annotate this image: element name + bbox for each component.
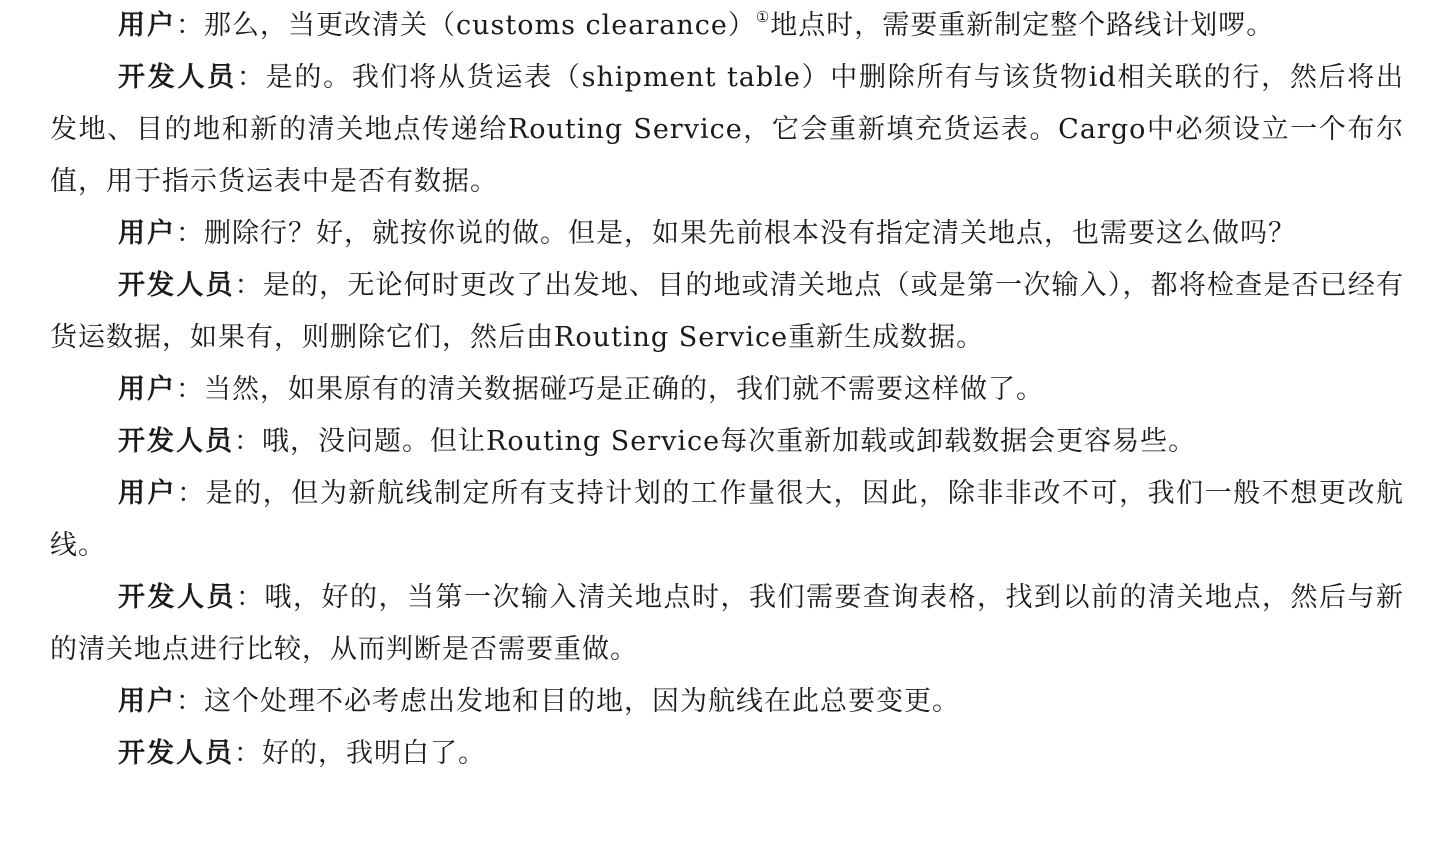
dialogue-paragraph	[50, 52, 1404, 208]
dialogue-paragraph	[50, 260, 1404, 364]
speaker-label: 开发人员	[118, 426, 234, 457]
speaker-label: 开发人员	[118, 62, 237, 93]
speaker-label: 开发人员	[118, 270, 235, 301]
speaker-separator: ：	[176, 686, 204, 717]
utterance-text-continued: 地点时，需要重新制定整个路线计划啰。	[770, 10, 1275, 41]
utterance-text: 是的，无论何时更改了出发地、目的地或清关地点（或是第一次输入），都将检查是否已经有货运数据，如果有，则删除它们，然后由Routing Service重新生成数据。	[50, 270, 1405, 353]
speaker-separator: ：	[236, 582, 265, 613]
speaker-separator: ：	[176, 218, 204, 249]
speaker-label: 用户	[118, 686, 176, 717]
utterance-text: 删除行？好，就按你说的做。但是，如果先前根本没有指定清关地点，也需要这么做吗？	[204, 218, 1296, 249]
utterance-text: 好的，我明白了。	[262, 738, 486, 769]
utterance-text: 哦，没问题。但让Routing Service每次重新加载或卸载数据会更容易些。	[262, 426, 1197, 457]
speaker-separator: ：	[176, 10, 204, 41]
speaker-separator: ：	[234, 426, 262, 457]
utterance-text: 是的。我们将从货运表（shipment table）中删除所有与该货物id相关联的行，然后将出发地、目的地和新的清关地点传递给Routing Service，它会重新填充货运表。Cargo中必须设立一个布尔值，用于指示货运表中是否有数据。	[50, 62, 1405, 197]
dialogue-paragraph	[50, 572, 1404, 676]
speaker-label: 开发人员	[118, 582, 236, 613]
speaker-separator: ：	[234, 270, 263, 301]
speaker-label: 用户	[118, 374, 176, 405]
dialogue-paragraph	[50, 416, 1404, 468]
speaker-label: 用户	[118, 10, 176, 41]
dialogue-paragraph	[50, 728, 1404, 780]
speaker-separator: ：	[177, 478, 206, 509]
dialogue-paragraph	[50, 208, 1404, 260]
dialogue-paragraph	[50, 468, 1404, 572]
utterance-text: 这个处理不必考虑出发地和目的地，因为航线在此总要变更。	[204, 686, 960, 717]
utterance-text: 是的，但为新航线制定所有支持计划的工作量很大，因此，除非非改不可，我们一般不想更改航线。	[50, 478, 1405, 561]
dialogue-paragraph	[50, 364, 1404, 416]
speaker-separator: ：	[234, 738, 262, 769]
speaker-separator: ：	[176, 374, 204, 405]
dialogue-paragraph	[50, 676, 1404, 728]
utterance-text: 那么，当更改清关（customs clearance）	[204, 10, 756, 41]
speaker-separator: ：	[236, 62, 266, 93]
speaker-label: 开发人员	[118, 738, 234, 769]
dialogue-paragraph	[50, 0, 1404, 52]
utterance-text: 当然，如果原有的清关数据碰巧是正确的，我们就不需要这样做了。	[204, 374, 1044, 405]
speaker-label: 用户	[118, 478, 178, 509]
footnote-marker: ①	[755, 8, 771, 26]
dialogue-transcript	[50, 0, 1404, 780]
utterance-text: 哦，好的，当第一次输入清关地点时，我们需要查询表格，找到以前的清关地点，然后与新的清关地点进行比较，从而判断是否需要重做。	[50, 582, 1404, 665]
speaker-label: 用户	[118, 218, 176, 249]
